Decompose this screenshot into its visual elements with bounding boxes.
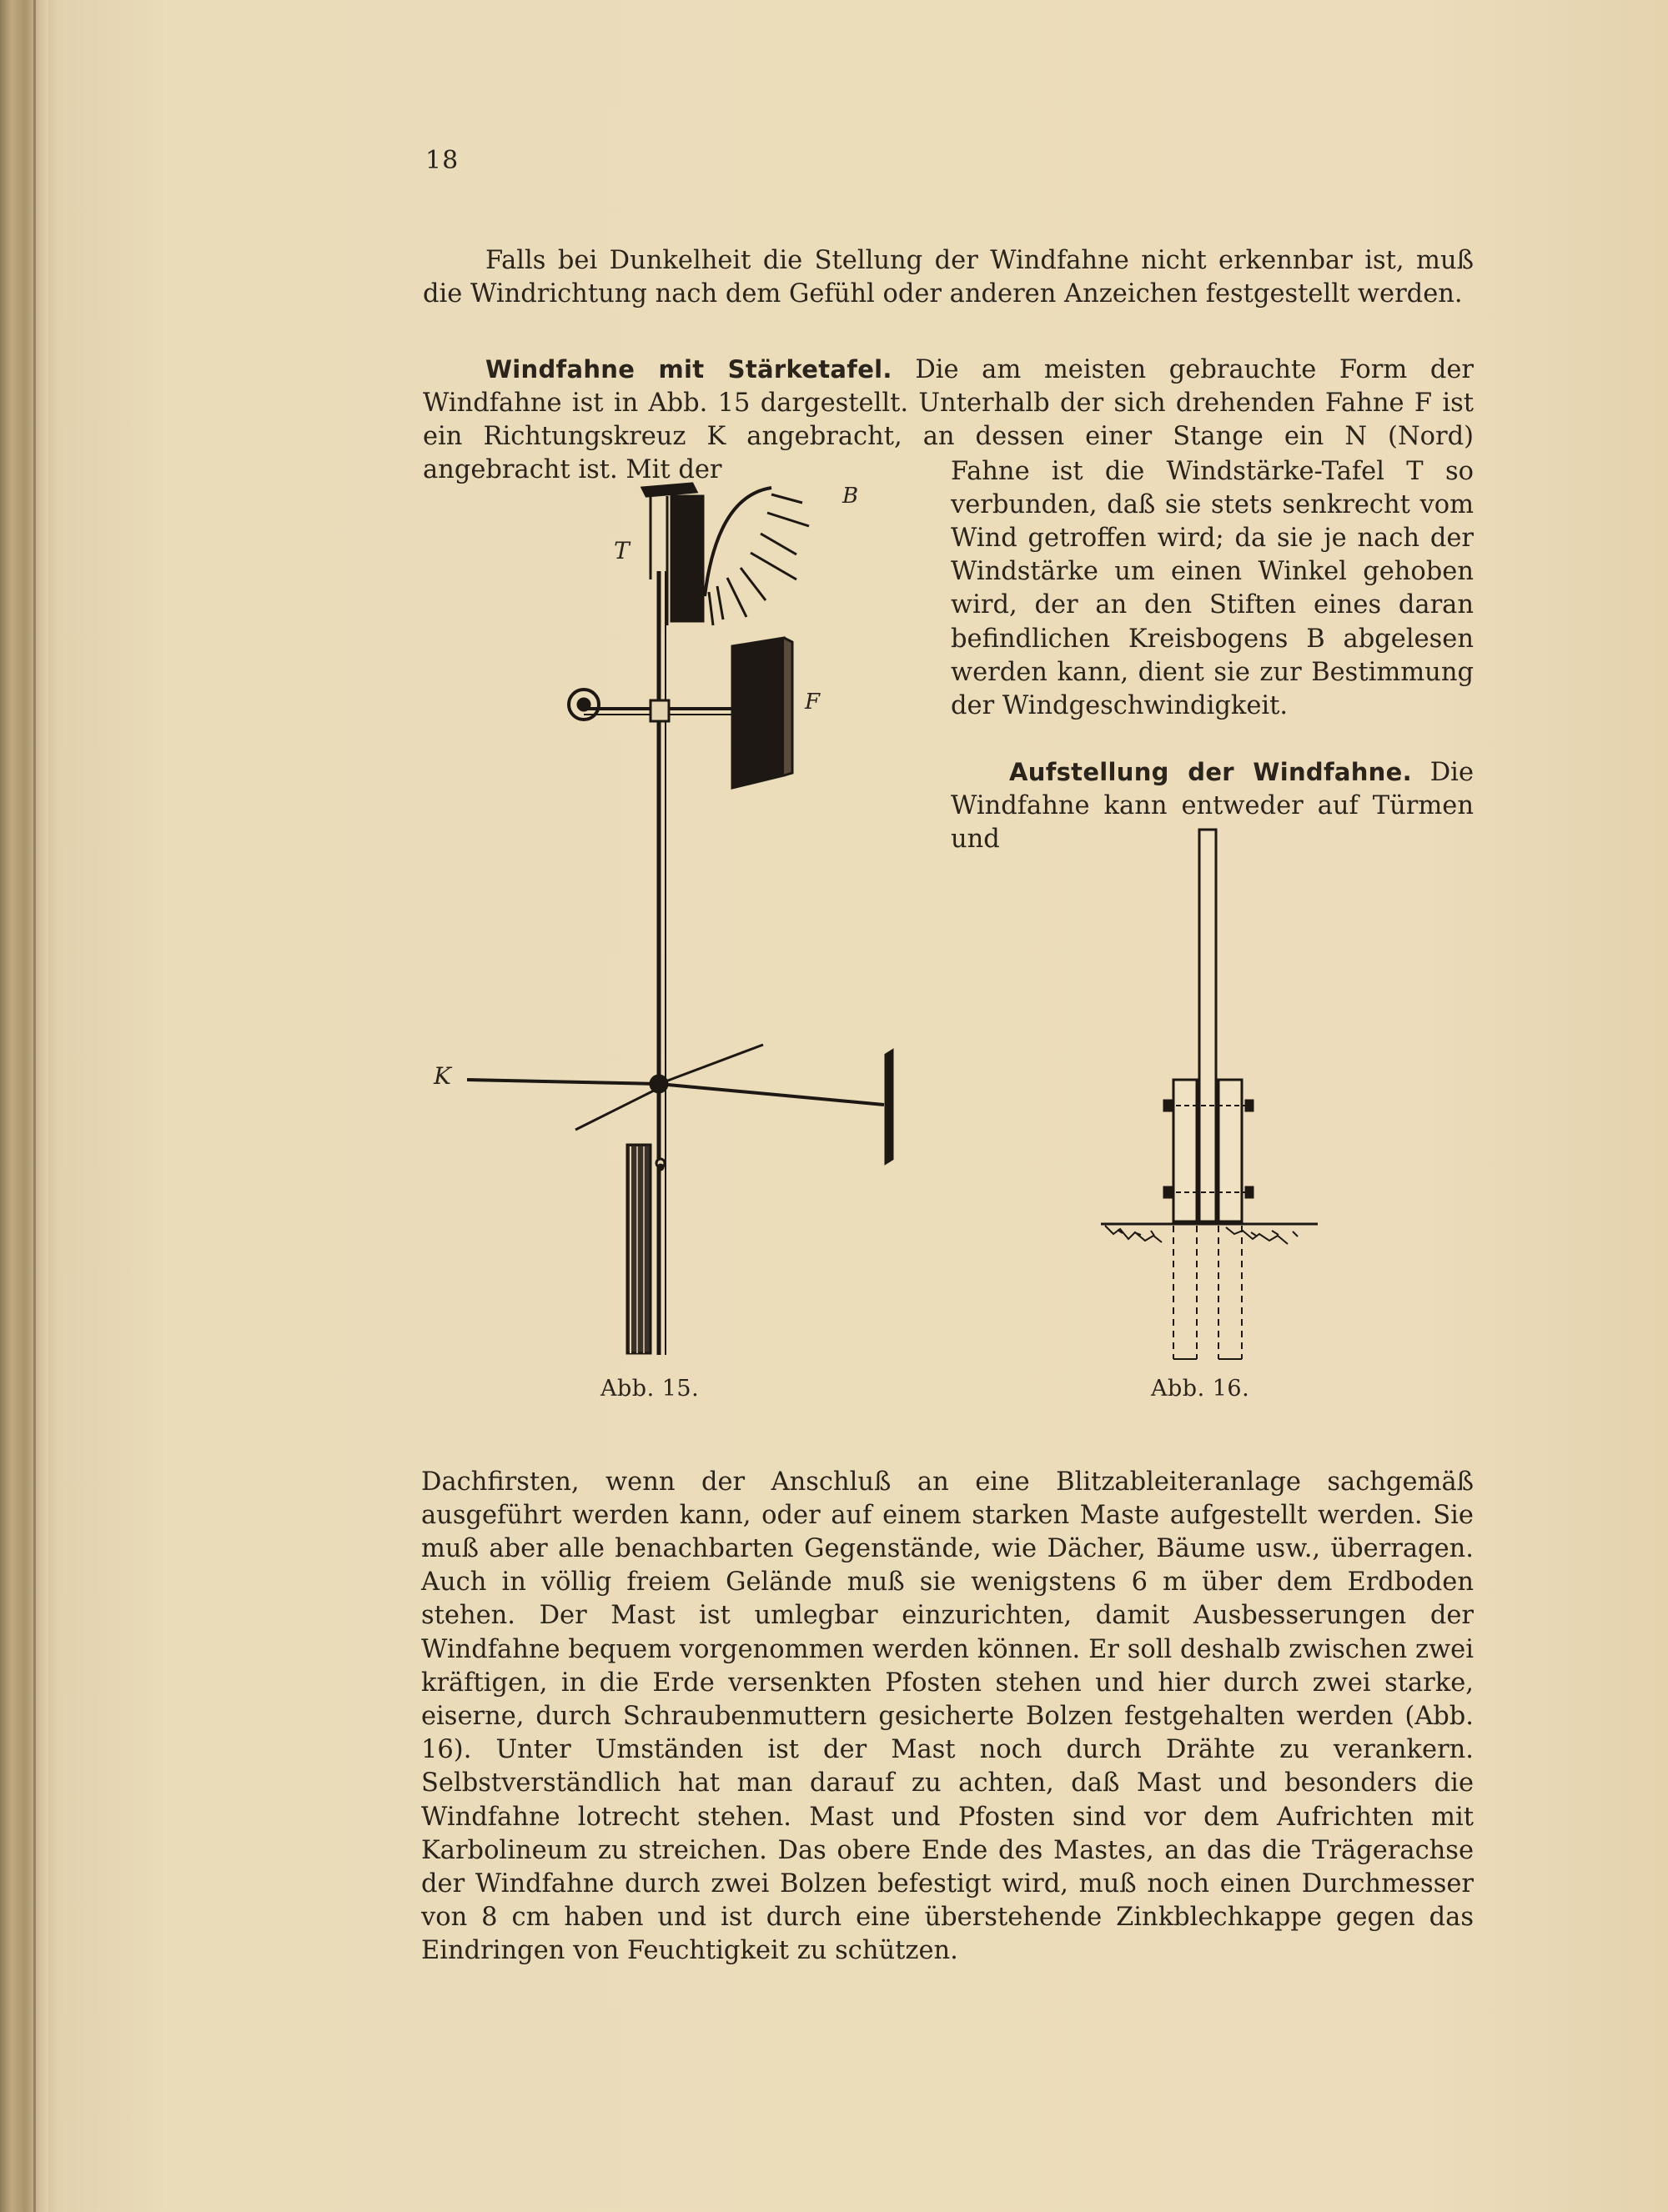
paragraph-windstaerke-tafel: Fahne ist die Windstärke-Tafel T so verbunden, daß sie stets senkrecht vom Wind getroffen wird; da sie je nach der Windstärke um einen Winkel gehoben wird, der an den Stiften eines daran befindlichen Kreisbogens B abgelesen werden kann, dient sie zur Bestimmung der Windgeschwindigkeit. [951, 456, 1474, 720]
figure-caption-abb15: Abb. 15. [600, 1376, 700, 1402]
paragraph-text: Die Windfahne kann entweder auf Türmen und [951, 757, 1474, 854]
paragraph-text: Die am meisten gebrauchte Form der Windfahne ist in Abb. 15 dargestellt. Unterhalb der sich drehenden Fahne F ist ein Richtungskreuz K angebracht, an dessen einer Stange ein N (Nord) angebracht ist. Mit der [423, 354, 1474, 485]
binding-shadow-line [33, 0, 36, 2212]
figure-label-k: K [434, 1062, 451, 1090]
figure-mast-mounting-illustration [1093, 825, 1326, 1367]
book-binding-edge [0, 0, 48, 2212]
figure-label-t: T [614, 537, 630, 564]
figure-label-f: F [805, 690, 821, 715]
paragraph-mast-installation: Dachfirsten, wenn der Anschluß an eine Blitzableiteranlage sachgemäß ausgeführt werden kann, oder auf einem starken Maste aufgestellt werden. Sie muß aber alle benachbarten Gegenstände, wie Dächer, Bäume usw., überragen. Auch in völlig freiem Gelände muß sie wenigstens 6 m über dem Erdboden stehen. Der Mast ist umlegbar einzurichten, damit Ausbesserungen der Windfahne bequem vorgenommen werden können. Er soll deshalb zwischen zwei kräftigen, in die Erde versenkten Pfosten stehen und hier durch zwei starke, eiserne, durch Schraubenmuttern gesicherte Bolzen festgehalten werden (Abb. 16). Unter Umständen ist der Mast noch durch Drähte zu verankern. Selbstverständlich hat man darauf zu achten, daß Mast und besonders die Windfahne lotrecht stehen. Mast und Pfosten sind vor dem Aufrichten mit Karbolineum zu streichen. Das obere Ende des Mastes, an das die Trägerachse der Windfahne durch zwei Bolzen befestigt wird, muß noch einen Durchmesser von 8 cm haben und ist durch eine überstehende Zinkblechkappe gegen das Eindringen von Feuchtigkeit zu schützen. [421, 1467, 1474, 1966]
paragraph-darkness-note: Falls bei Dunkelheit die Stellung der Windfahne nicht erkennbar ist, muß die Windrichtung nach dem Gefühl oder anderen Anzeichen festgestellt werden. [423, 245, 1474, 308]
figure-caption-abb16: Abb. 16. [1151, 1376, 1250, 1402]
section-heading-aufstellung: Aufstellung der Windfahne. [1009, 757, 1412, 786]
page-number: 18 [425, 146, 460, 175]
figure-wind-vane-illustration [417, 463, 934, 1372]
section-heading-windfahne-staerketafel: Windfahne mit Stärketafel. [485, 354, 892, 384]
figure-label-b: B [842, 484, 859, 509]
